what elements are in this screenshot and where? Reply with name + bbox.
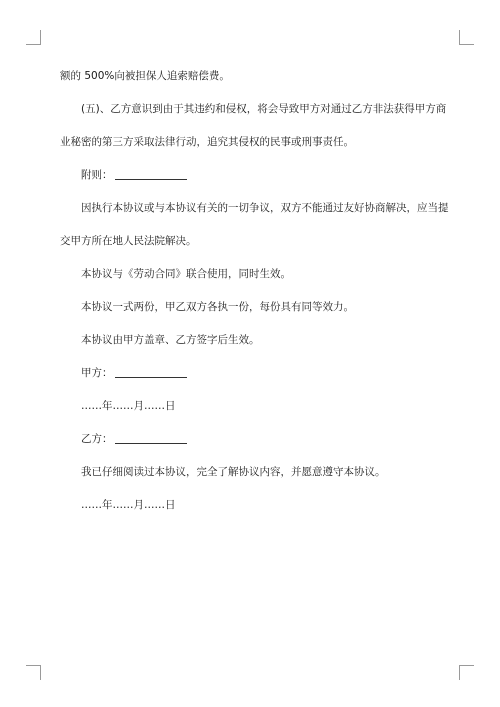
- document-body: [60, 64, 449, 518]
- party-a-label: 甲方：: [81, 367, 113, 379]
- paragraph-line: 业秘密的第三方采取法律行动，追究其侵权的民事或刑事责任。: [60, 136, 354, 148]
- paragraph-line: 本协议一式两份，甲乙双方各执一份，每份具有同等效力。: [81, 301, 354, 313]
- crop-mark-bottom-left: [26, 665, 41, 680]
- paragraph-line: 额的 500%向被担保人追索赔偿费。: [60, 70, 230, 82]
- acknowledgement-line: 我已仔细阅读过本协议，完全了解协议内容，并愿意遵守本协议。: [81, 466, 386, 478]
- crop-mark-top-right: [459, 30, 474, 45]
- party-b-date: ……年……月……日: [81, 499, 176, 511]
- crop-mark-bottom-right: [459, 665, 474, 680]
- party-a-blank-field[interactable]: [115, 365, 187, 378]
- appendix-line: [60, 163, 446, 188]
- paragraph-line: 本协议由甲方盖章、乙方签字后生效。: [81, 334, 260, 346]
- party-a-date: ……年……月……日: [81, 400, 176, 412]
- party-b-line: [60, 427, 446, 452]
- crop-mark-top-left: [26, 30, 41, 45]
- party-b-label: 乙方：: [81, 433, 113, 445]
- appendix-blank-field[interactable]: [115, 167, 187, 180]
- paragraph-line: (五)、乙方意识到由于其违约和侵权，将会导致甲方对通过乙方非法获得甲方商: [81, 103, 447, 115]
- paragraph-line: 因执行本协议或与本协议有关的一切争议，双方不能通过友好协商解决，应当提: [81, 202, 449, 214]
- paragraph-line: 交甲方所在地人民法院解决。: [60, 235, 197, 247]
- party-a-line: [60, 361, 446, 386]
- paragraph-line: 本协议与《劳动合同》联合使用，同时生效。: [81, 268, 291, 280]
- party-b-blank-field[interactable]: [115, 431, 187, 444]
- appendix-label: 附则：: [81, 169, 113, 181]
